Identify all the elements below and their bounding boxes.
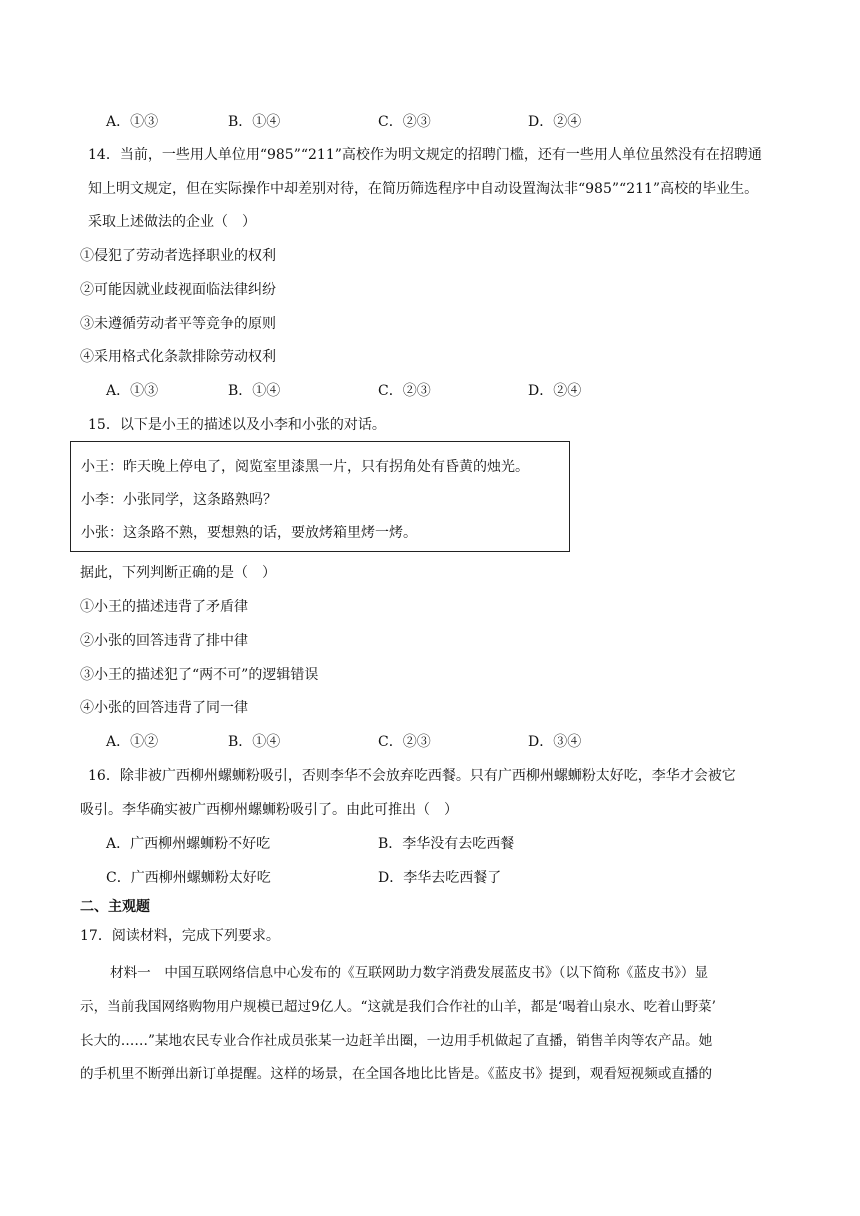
q13-option-d: D．②④: [528, 114, 582, 130]
q16-option-d: D．李华去吃西餐了: [378, 870, 502, 886]
q15-item-2: ②小张的回答违背了排中律: [80, 633, 248, 649]
q14-option-d: D．②④: [528, 383, 582, 399]
section-heading: 二、主观题: [80, 899, 150, 915]
q15-dialog-line-2: 小李：小张同学，这条路熟吗？: [81, 492, 277, 508]
q15-dialog-line-3: 小张：这条路不熟，要想熟的话，要放烤箱里烤一烤。: [81, 525, 417, 541]
q15-dialog-line-1: 小王：昨天晚上停电了，阅览室里漆黑一片，只有拐角处有昏黄的烛光。: [81, 459, 529, 475]
q14-item-1: ①侵犯了劳动者选择职业的权利: [80, 248, 276, 264]
q14-item-2: ②可能因就业歧视面临法律纠纷: [80, 282, 276, 298]
q16-option-c: C．广西柳州螺蛳粉太好吃: [106, 870, 271, 886]
q16-stem-line-1: 16．除非被广西柳州螺蛳粉吸引，否则李华不会放弃吃西餐。只有广西柳州螺蛳粉太好吃，李华才会被它: [88, 768, 736, 784]
material1-line-3: 长大的……”某地农民专业合作社成员张某一边赶羊出圈，一边用手机做起了直播，销售羊肉等农产品。她: [80, 1033, 713, 1049]
q17-stem: 17．阅读材料，完成下列要求。: [80, 928, 280, 944]
q15-item-4: ④小张的回答违背了同一律: [80, 700, 248, 716]
q15-item-1: ①小王的描述违背了矛盾律: [80, 599, 248, 615]
q14-item-4: ④采用格式化条款排除劳动权利: [80, 349, 276, 365]
q13-option-a: A．①③: [106, 114, 159, 130]
material1-line-1: 材料一 中国互联网络信息中心发布的《互联网助力数字消费发展蓝皮书》（以下简称《蓝皮书》）显: [110, 965, 709, 981]
material1-line-2: 示，当前我国网络购物用户规模已超过9亿人。“这就是我们合作社的山羊，都是‘喝着山泉水、吃着山野菜’: [80, 999, 716, 1015]
q15-option-d: D．③④: [528, 734, 582, 750]
q15-option-c: C．②③: [378, 734, 431, 750]
q14-item-3: ③未遵循劳动者平等竞争的原则: [80, 316, 276, 332]
q14-stem-line-3: 采取上述做法的企业（ ）: [88, 214, 256, 230]
material1-line-4: 的手机里不断弹出新订单提醒。这样的场景，在全国各地比比皆是。《蓝皮书》提到，观看短视频或直播的: [80, 1066, 713, 1082]
q14-stem-line-2: 知上明文规定，但在实际操作中却差别对待，在简历筛选程序中自动设置淘汰非“985”“211”高校的毕业生。: [88, 181, 759, 197]
q13-option-c: C．②③: [378, 114, 431, 130]
q15-question: 据此，下列判断正确的是（ ）: [80, 565, 276, 581]
q16-option-b: B．李华没有去吃西餐: [378, 836, 515, 852]
q14-stem-line-1: 14．当前，一些用人单位用“985”“211”高校作为明文规定的招聘门槛，还有一些用人单位虽然没有在招聘通: [88, 147, 762, 163]
q15-item-3: ③小王的描述犯了“两不可”的逻辑错误: [80, 667, 319, 683]
q14-option-b: B．①④: [228, 383, 281, 399]
q13-option-b: B．①④: [228, 114, 281, 130]
q16-stem-line-2: 吸引。李华确实被广西柳州螺蛳粉吸引了。由此可推出（ ）: [80, 802, 458, 818]
q15-option-b: B．①④: [228, 734, 281, 750]
q14-option-c: C．②③: [378, 383, 431, 399]
q15-stem: 15．以下是小王的描述以及小李和小张的对话。: [88, 417, 386, 433]
q15-dialog-box: [70, 441, 570, 552]
q14-option-a: A．①③: [106, 383, 159, 399]
q15-option-a: A．①②: [106, 734, 159, 750]
q16-option-a: A．广西柳州螺蛳粉不好吃: [106, 836, 271, 852]
